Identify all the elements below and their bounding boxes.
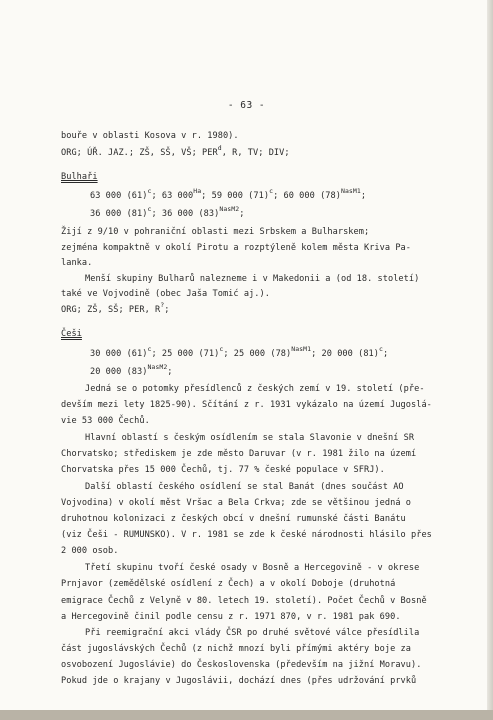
- text-segment: ; 20 000 (81): [311, 349, 379, 359]
- text-line: [85, 384, 425, 395]
- text-line: [85, 628, 419, 639]
- text-segment: Třetí skupinu tvoří české osady v Bosně a Hercegovině - v okrese: [85, 563, 420, 573]
- text-segment: lanka.: [61, 258, 93, 268]
- text-segment: zejména kompaktně v okolí Pirotu a rozptýleně kolem města Kriva Pa-: [61, 243, 411, 253]
- text-segment: 20 000 (83): [90, 367, 148, 377]
- text-segment: osvobození Jugoslávie) do Československa (především na jižní Moravu).: [61, 660, 422, 670]
- text-line: [61, 612, 401, 623]
- text-line: [61, 258, 92, 269]
- superscript: NasM2: [219, 205, 240, 213]
- text-segment: , R, TV; DIV;: [221, 148, 290, 158]
- text-segment: ;: [167, 367, 173, 377]
- text-segment: devším mezi lety 1825-90). Sčítání z r. 1931 vykázalo na území Jugoslá-: [61, 400, 432, 410]
- text-line: [61, 530, 432, 541]
- text-line: [61, 416, 150, 427]
- text-segment: ;: [360, 191, 367, 201]
- text-line: [61, 498, 411, 509]
- text-line: [90, 345, 389, 360]
- text-line: [61, 144, 290, 159]
- text-line: [85, 563, 419, 574]
- text-segment: Jedná se o potomky přesídlenců z českých zemí v 19. století (pře-: [85, 384, 425, 394]
- text-segment: ;: [164, 305, 170, 315]
- text-line: [85, 274, 419, 285]
- superscript: Ha: [193, 187, 202, 195]
- text-line: [61, 465, 385, 476]
- text-segment: Chorvatska přes 15 000 Čechů, tj. 77 % české populace v SFRJ).: [61, 465, 385, 475]
- text-line: [61, 449, 416, 460]
- text-line: [61, 579, 395, 590]
- text-segment: Menší skupiny Bulharů nalezneme i v Makedonii a (od 18. století): [85, 274, 420, 284]
- text-segment: 2 000 osob.: [61, 546, 119, 556]
- text-segment: ; 25 000 (71): [151, 349, 220, 359]
- superscript: ?: [160, 301, 165, 309]
- text-line: [61, 546, 118, 557]
- text-segment: druhotnou kolonizaci z českých obcí v dnešní rumunské části Banátu: [61, 514, 406, 524]
- text-segment: Bulhaři: [61, 172, 98, 182]
- text-line: [61, 514, 406, 525]
- text-segment: vie 53 000 Čechů.: [61, 416, 150, 426]
- superscript: c: [269, 187, 274, 195]
- text-segment: také ve Vojvodině (obec Jaša Tomić aj.).: [61, 289, 270, 299]
- text-segment: Při reemigrační akci vlády ČSR po druhé světové válce přesídlila: [85, 628, 420, 638]
- text-segment: ORG; ZŠ, SŠ; PER, R: [61, 305, 161, 315]
- text-line: [85, 433, 414, 444]
- text-segment: Prnjavor (zemědělské osídlení z Čech) a v okolí Doboje (druhotná: [61, 579, 396, 589]
- text-segment: Vojvodina) v okolí měst Vršac a Bela Crkva; zde se většinou jedná o: [61, 498, 411, 508]
- text-line: [61, 227, 369, 238]
- text-segment: ;: [239, 209, 245, 219]
- text-line: [61, 400, 432, 411]
- superscript: c: [147, 345, 152, 353]
- text-line: [61, 644, 411, 655]
- text-segment: Pokud jde o krajany v Jugoslávii, dochází dnes (přes udržování prvků: [61, 676, 417, 686]
- text-line: [61, 243, 411, 254]
- text-segment: ORG; ÚŘ. JAZ.; ZŠ, SŠ, VŠ; PER: [61, 148, 218, 158]
- superscript: NasM1: [291, 345, 312, 353]
- text-line: [61, 289, 270, 300]
- text-segment: bouře v oblasti Kosova v r. 1980).: [61, 131, 239, 141]
- text-line: [85, 482, 404, 493]
- superscript: c: [147, 205, 152, 213]
- text-segment: ; 59 000 (71): [201, 191, 270, 201]
- bottom-edge: [0, 710, 493, 720]
- text-segment: Chorvatsko; střediskem je zde město Daruvar (v r. 1981 žilo na území: [61, 449, 417, 459]
- section-heading: [61, 329, 82, 340]
- text-segment: ; 60 000 (78): [273, 191, 341, 201]
- section-heading: [61, 172, 98, 183]
- text-line: [61, 660, 421, 671]
- text-line: [61, 596, 427, 607]
- superscript: c: [219, 345, 224, 353]
- superscript: d: [217, 144, 222, 152]
- text-segment: ; 25 000 (78): [223, 349, 292, 359]
- text-segment: ; 63 000: [151, 191, 194, 201]
- text-segment: ; 36 000 (83): [151, 209, 220, 219]
- text-segment: a Hercegovině činil podle censu z r. 1971 870, v r. 1981 pak 690.: [61, 612, 401, 622]
- superscript: NasM1: [340, 187, 361, 195]
- text-line: [61, 301, 170, 316]
- superscript: NasM2: [147, 363, 168, 371]
- text-line: [90, 187, 367, 202]
- text-segment: Hlavní oblastí s českým osídlením se stala Slavonie v dnešní SR: [85, 433, 415, 443]
- page-number: - 63 -: [227, 100, 266, 111]
- text-segment: Češi: [61, 329, 82, 339]
- superscript: c: [147, 187, 152, 195]
- text-segment: část jugoslávských Čechů (z nichž mnozí byli přímými aktéry boje za: [61, 644, 411, 654]
- superscript: c: [379, 345, 383, 353]
- text-line: [90, 363, 173, 378]
- text-segment: Žijí z 9/10 v pohraniční oblasti mezi Srbskem a Bulharskem;: [61, 227, 370, 237]
- text-segment: (viz Češi - RUMUNSKO). V r. 1981 se zde k české národnosti hlásilo přes: [61, 530, 432, 540]
- text-segment: 63 000 (61): [90, 191, 148, 201]
- text-segment: ;: [382, 349, 389, 359]
- text-line: [61, 676, 416, 687]
- text-line: [90, 205, 245, 220]
- text-segment: Další oblastí českého osídlení se stal Banát (dnes součást AO: [85, 482, 404, 492]
- text-segment: 30 000 (61): [90, 349, 148, 359]
- text-segment: emigrace Čechů z Velyně v 80. letech 19. století). Počet Čechů v Bosně: [61, 596, 427, 606]
- text-line: [61, 131, 239, 142]
- text-segment: 36 000 (81): [90, 209, 148, 219]
